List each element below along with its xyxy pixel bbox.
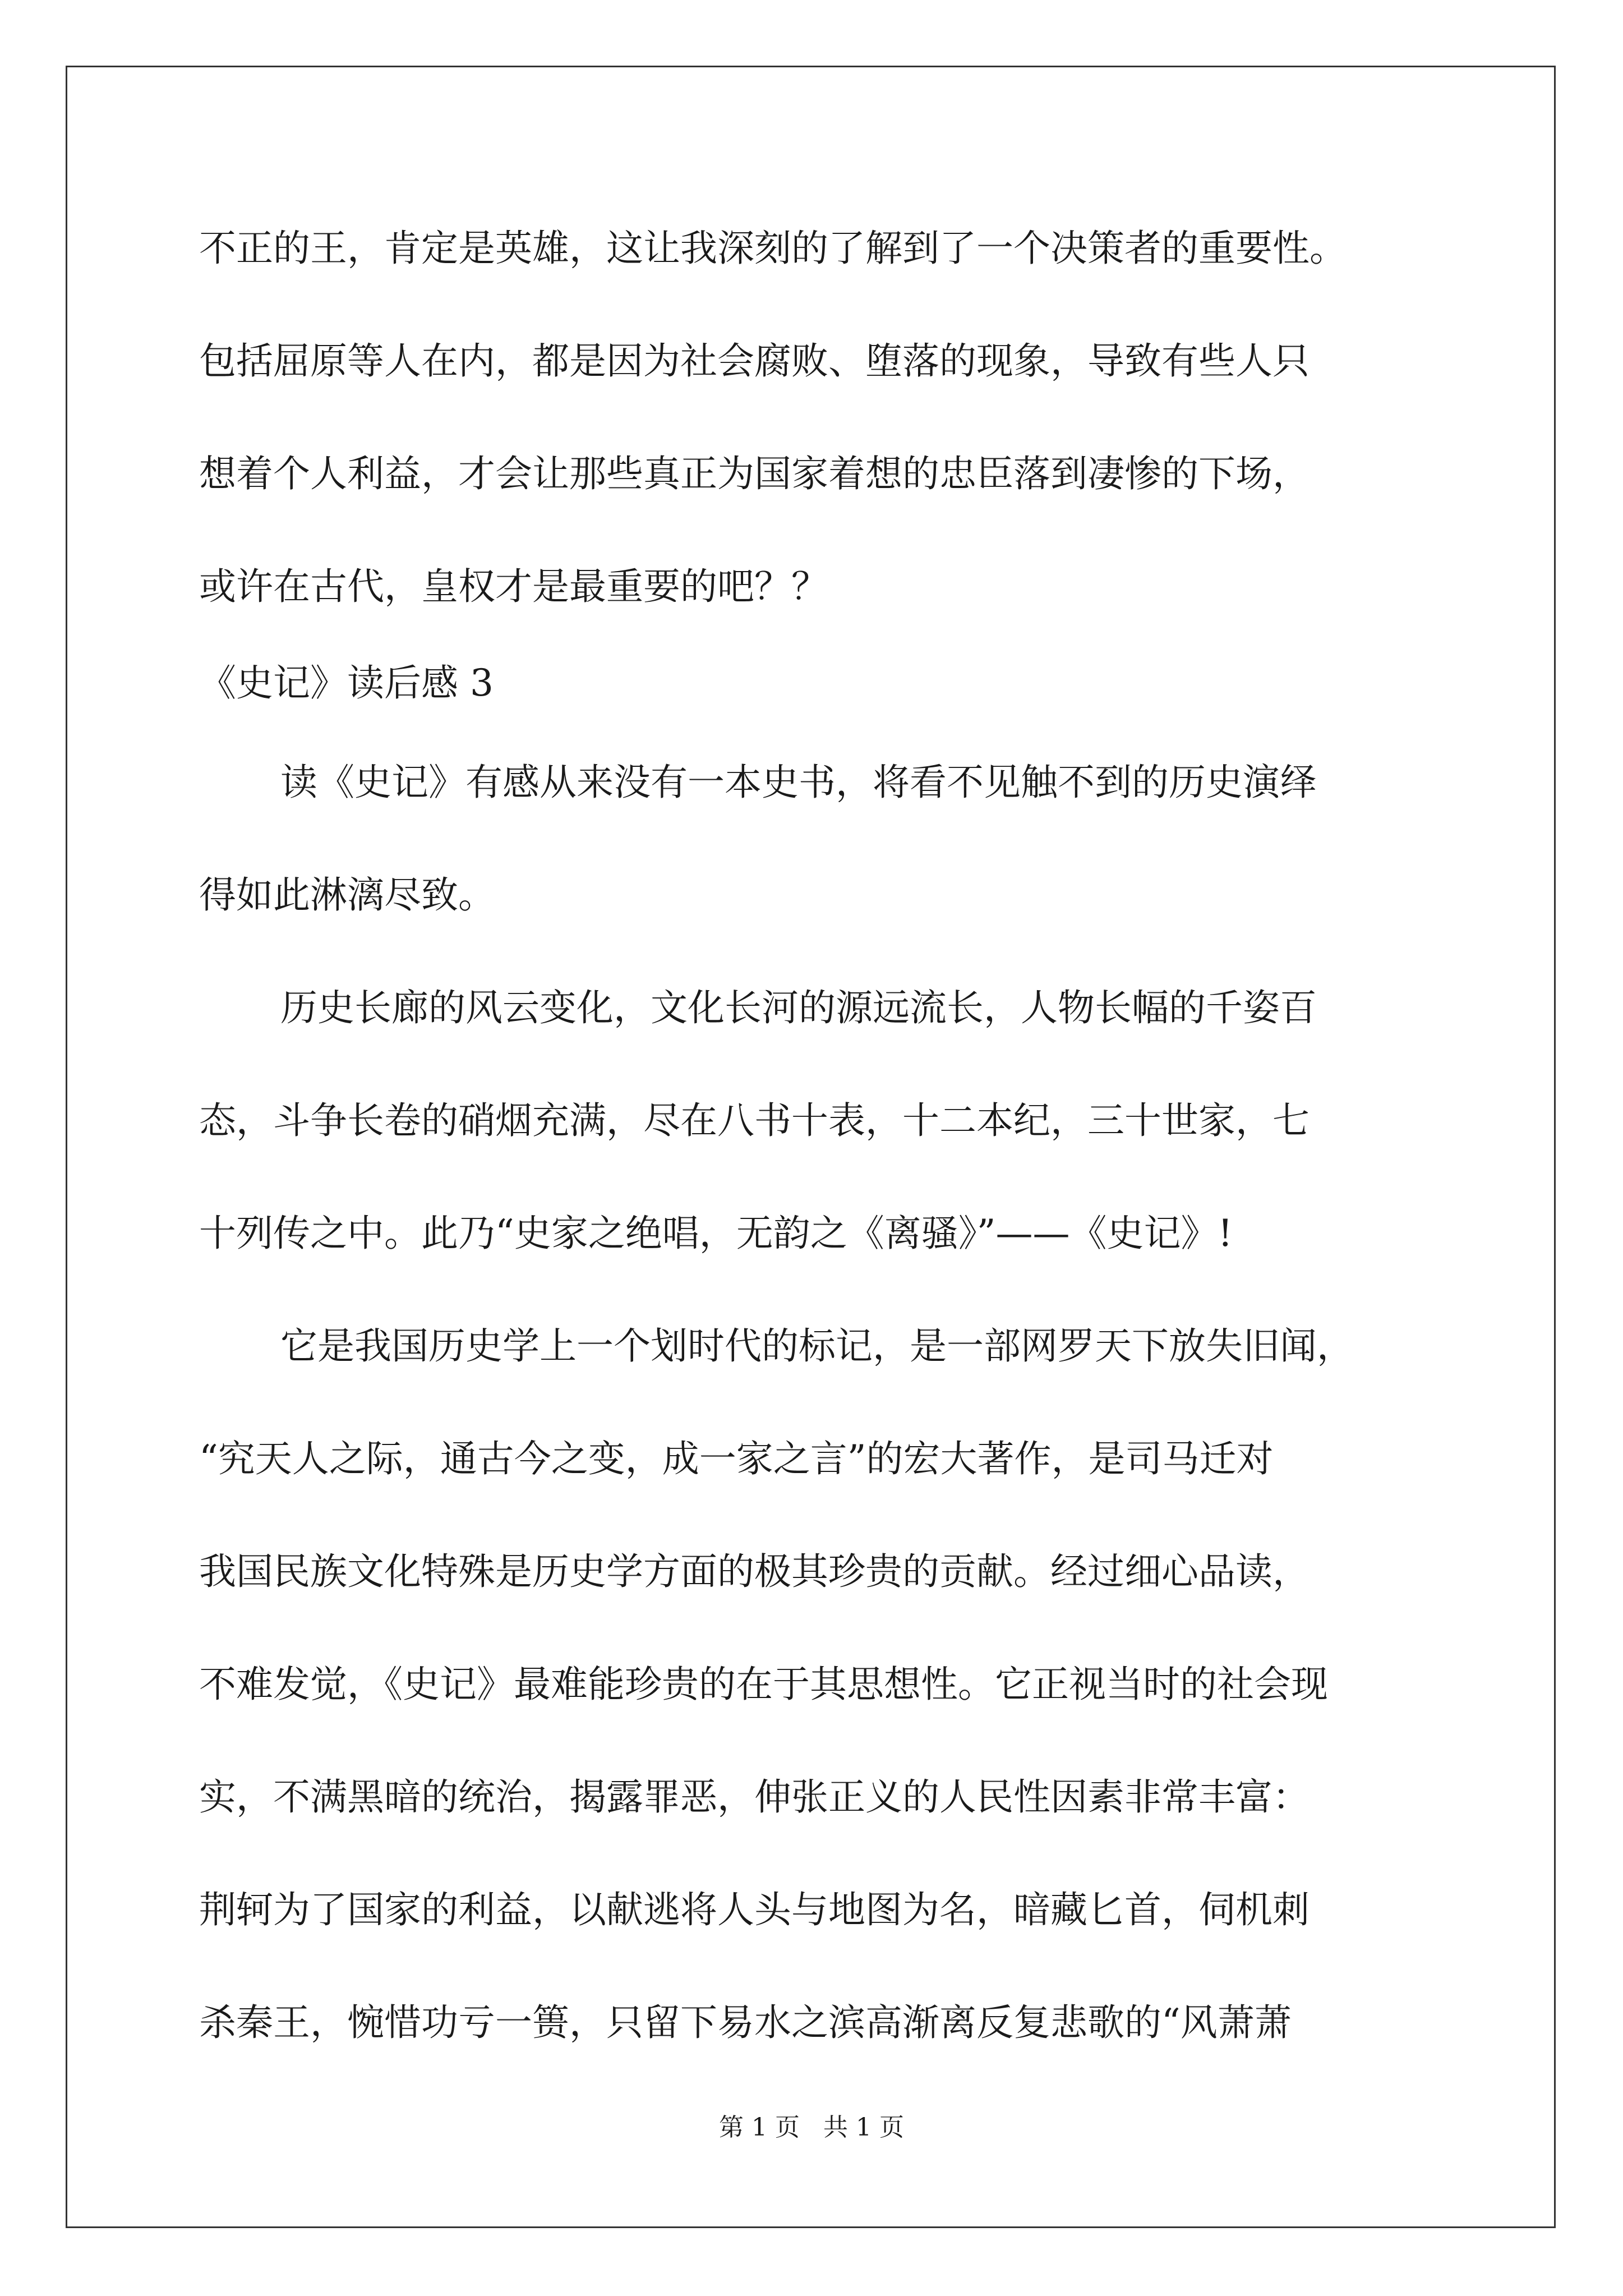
page-footer: [0, 2112, 1623, 2143]
paragraph-line: 荆轲为了国家的利益，以献逃将人头与地图为名，暗藏匕首，伺机刺: [199, 1888, 1310, 1931]
paragraph-line: 十列传之中。此乃“史家之绝唱，无韵之《离骚》”——《史记》!: [199, 1212, 1233, 1255]
paragraph-line: 实，不满黑暗的统治，揭露罪恶，伸张正义的人民性因素非常丰富：: [199, 1775, 1310, 1819]
text-line: 不正的王，肯定是英雄，这让我深刻的了解到了一个决策者的重要性。: [199, 227, 1347, 270]
page-total: 共 1 页: [823, 2113, 904, 2142]
paragraph-line: 态，斗争长卷的硝烟充满，尽在八书十表，十二本纪，三十世家，七: [199, 1099, 1310, 1142]
text-line: 或许在古代，皇权才是最重要的吧？？: [199, 565, 828, 608]
section-title: 《史记》读后感 3: [199, 661, 494, 705]
paragraph-line: “究天人之际，通古今之变，成一家之言”的宏大著作，是司马迁对: [199, 1437, 1274, 1480]
paragraph-line: 得如此淋漓尽致。: [199, 873, 495, 917]
paragraph-line: 它是我国历史学上一个划时代的标记，是一部网罗天下放失旧闻，: [280, 1324, 1354, 1368]
page-number: 第 1 页: [719, 2113, 800, 2142]
text-line: 包括屈原等人在内，都是因为社会腐败、堕落的现象，导致有些人只: [199, 339, 1310, 383]
paragraph-line: 杀秦王，惋惜功亏一篑，只留下易水之滨高渐离反复悲歌的“风萧萧: [199, 2001, 1292, 2044]
text-line: 想着个人利益，才会让那些真正为国家着想的忠臣落到凄惨的下场，: [199, 452, 1310, 495]
paragraph-line: 我国民族文化特殊是历史学方面的极其珍贵的贡献。经过细心品读，: [199, 1550, 1310, 1593]
paragraph-line: 不难发觉，《史记》最难能珍贵的在于其思想性。它正视当时的社会现: [199, 1663, 1328, 1706]
paragraph-line: 读《史记》有感从来没有一本史书，将看不见触不到的历史演绎: [280, 761, 1317, 804]
paragraph-line: 历史长廊的风云变化，文化长河的源远流长，人物长幅的千姿百: [280, 986, 1317, 1029]
